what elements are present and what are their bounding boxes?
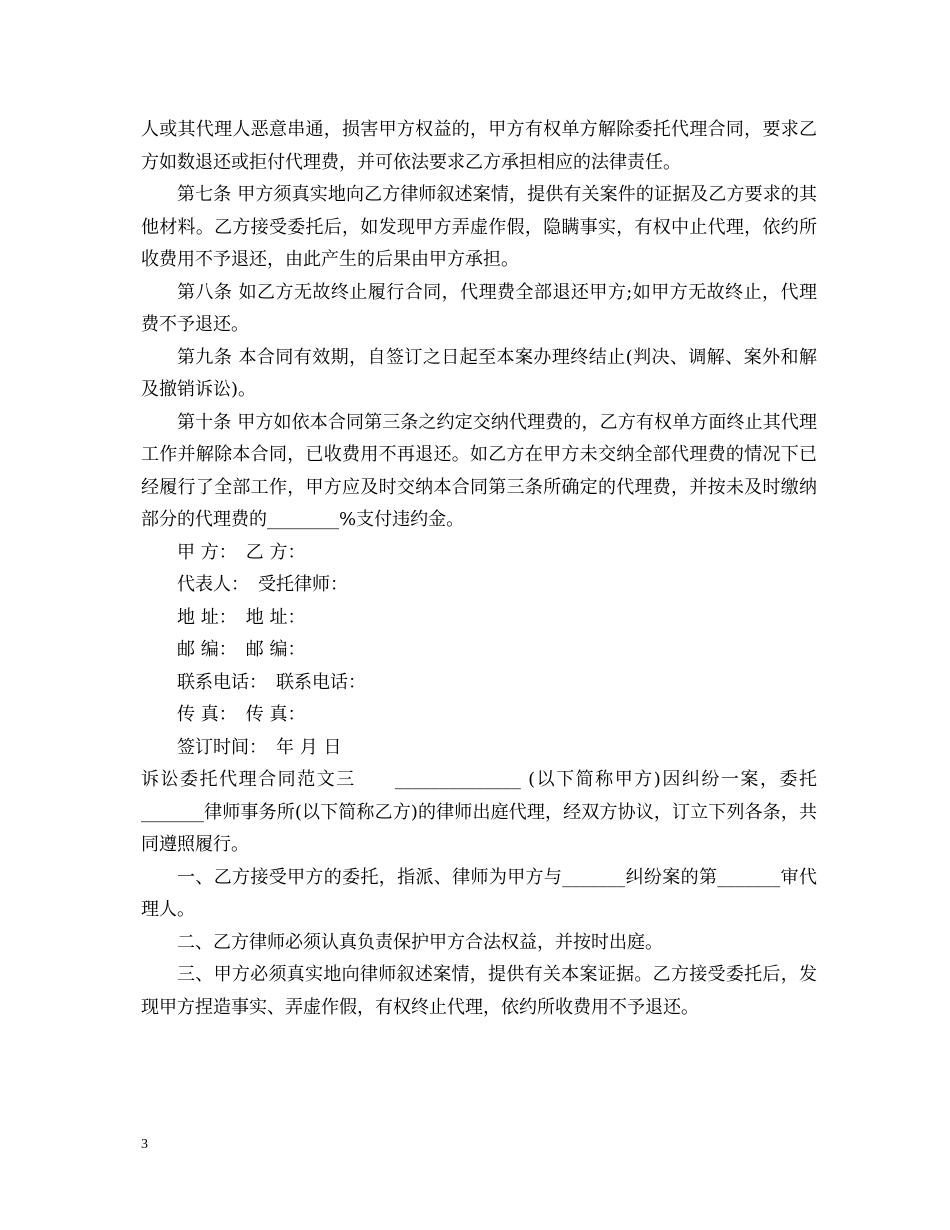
- signature-line: 甲 方： 乙 方：: [177, 541, 306, 563]
- paragraph: 第七条 甲方须真实地向乙方律师叙述案情，提供有关案件的证据及乙方要求的其他材料。乙方接受委托后，如发现甲方弄虚作假，隐瞒事实，有权中止代理，依约所收费用不予退还，由此产生的后果由甲方承担。: [141, 184, 817, 270]
- paragraph: 第十条 甲方如依本合同第三条之约定交纳代理费的，乙方有权单方面终止其代理工作并解除本合同，已收费用不再退还。如乙方在甲方未交纳全部代理费的情况下已经履行了全部工作，甲方应及时交纳本合同第三条所确定的代理费，并按未及时缴纳部分的代理费的________%支付违约金。: [141, 411, 817, 530]
- page-number: 3: [141, 1137, 148, 1152]
- signature-line: 签订时间： 年 月 日: [177, 736, 342, 758]
- paragraph: 人或其代理人恶意串通，损害甲方权益的，甲方有权单方解除委托代理合同，要求乙方如数退还或拒付代理费，并可依法要求乙方承担相应的法律责任。: [141, 119, 817, 173]
- paragraph: 第八条 如乙方无故终止履行合同，代理费全部退还甲方;如甲方无故终止，代理费不予退还。: [141, 281, 817, 335]
- signature-line: 联系电话： 联系电话：: [177, 671, 366, 693]
- document-body: [141, 114, 817, 1024]
- paragraph: 第九条 本合同有效期，自签订之日起至本案办理终结止(判决、调解、案外和解及撤销诉讼)。: [141, 346, 817, 400]
- paragraph: 一、乙方接受甲方的委托，指派、律师为甲方与_______纠纷案的第_______审代理人。: [141, 866, 817, 920]
- signature-line: 代表人： 受托律师：: [177, 574, 348, 595]
- signature-line: 传 真： 传 真：: [177, 704, 306, 725]
- signature-line: 地 址： 地 址：: [177, 606, 306, 628]
- paragraph: 诉讼委托代理合同范文三 ______________ (以下简称甲方)因纠纷一案，委托_______律师事务所(以下简称乙方)的律师出庭代理，经双方协议，订立下列各条，共同遵照履行。: [141, 769, 817, 855]
- paragraph: 三、甲方必须真实地向律师叙述案情，提供有关本案证据。乙方接受委托后，发现甲方捏造事实、弄虚作假，有权终止代理，依约所收费用不予退还。: [141, 964, 817, 1018]
- signature-line: 邮 编： 邮 编：: [177, 639, 306, 660]
- paragraph: 二、乙方律师必须认真负责保护甲方合法权益，并按时出庭。: [177, 931, 663, 953]
